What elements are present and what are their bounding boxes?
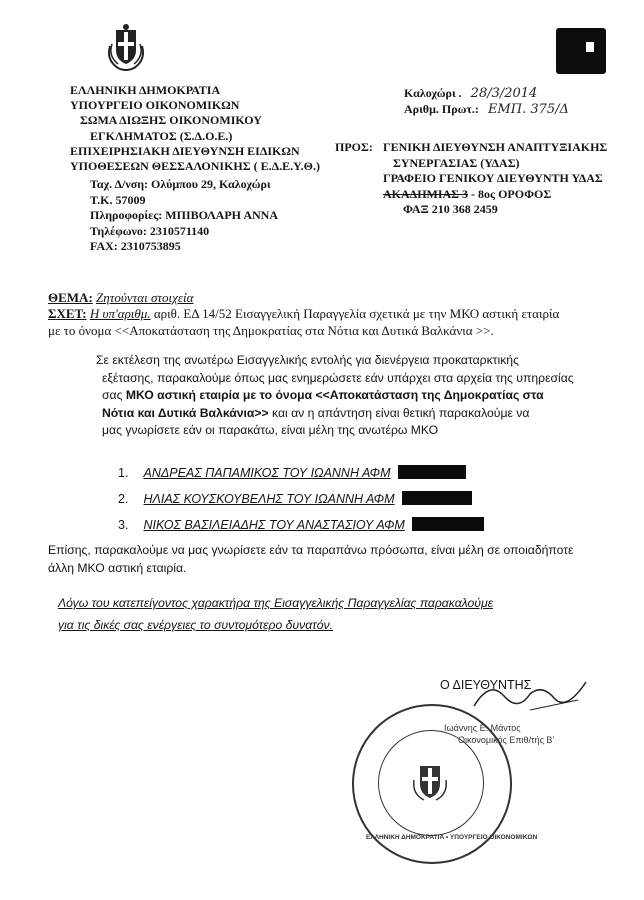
sender-line: ΥΠΟΘΕΣΕΩΝ ΘΕΣΣΑΛΟΝΙΚΗΣ ( Ε.Δ.Ε.Υ.Θ.) [70, 159, 321, 174]
place-label: Καλοχώρι . [404, 86, 462, 100]
signer-block [444, 722, 554, 746]
redaction-bar [398, 465, 466, 479]
urgency-line: Λόγω του κατεπείγοντος χαρακτήρα της Εισαγγελικής Παραγγελίας παρακαλούμε [58, 596, 493, 610]
redaction-bar [412, 517, 484, 531]
body-ngo-name: ΜΚΟ αστική εταιρία με το όνομα <<Αποκατάσταση της Δημοκρατίας στα [125, 388, 544, 402]
recipient-label: ΠΡΟΣ: [335, 140, 373, 154]
person-name: ΑΝΔΡΕΑΣ ΠΑΠΑΜΙΚΟΣ ΤΟΥ ΙΩΑΝΝΗ ΑΦΜ [143, 466, 391, 480]
body-line: μας γνωρίσετε εάν οι παρακάτω, είναι μέλη της ανωτέρω ΜΚΟ [102, 423, 439, 437]
reference-rest: αριθ. ΕΔ 14/52 Εισαγγελική Παραγγελία σχετικά με την ΜΚΟ αστική εταιρία [150, 306, 560, 321]
body-line: εξέτασης, παρακαλούμε όπως μας ενημερώσετε εάν υπάρχει στα αρχεία της υπηρεσίας [102, 370, 574, 385]
reference-label: ΣΧΕΤ: [48, 306, 87, 321]
recipient-address [383, 187, 607, 203]
sender-contact [90, 177, 278, 255]
reference-line-1 [48, 306, 559, 322]
sender-phone: Τηλέφωνο: 2310571140 [90, 223, 210, 238]
date-value: 28/3/2014 [470, 86, 538, 101]
subject-text: Ζητούνται στοιχεία [96, 290, 194, 305]
body-text: και αν η απάντηση είναι θετική παρακαλούμε να [268, 405, 530, 420]
recipient-line: ΓΕΝΙΚΗ ΔΙΕΥΘΥΝΣΗ ΑΝΑΠΤΥΞΙΑΚΗΣ [383, 140, 608, 154]
recipient-floor: - 8ος ΟΡΟΦΟΣ [471, 186, 552, 201]
body-line [96, 405, 574, 423]
sender-address: Ταχ. Δ/νση: Ολύμπου 29, Καλοχώρι [90, 177, 271, 191]
subject-line [48, 290, 193, 306]
list-item [118, 512, 484, 538]
redaction-bar [402, 491, 472, 505]
person-name: ΗΛΙΑΣ ΚΟΥΣΚΟΥΒΕΛΗΣ ΤΟΥ ΙΩΑΝΝΗ ΑΦΜ [143, 492, 395, 506]
urgency-paragraph [58, 592, 493, 636]
list-number: 3. [118, 518, 129, 532]
sender-postcode: Τ.Κ. 57009 [90, 192, 146, 207]
list-number: 1. [118, 466, 129, 480]
greek-emblem-icon [104, 22, 148, 72]
list-item [118, 460, 484, 486]
list-number: 2. [118, 492, 129, 506]
signer-name: Ιωάννης Ε. Μάντος [444, 723, 521, 733]
sender-line: ΥΠΟΥΡΓΕΙΟ ΟΙΚΟΝΟΜΙΚΩΝ [70, 98, 240, 113]
body-ngo-name-cont: Νότια και Δυτικά Βαλκάνια>> [102, 405, 269, 420]
handwritten-signature [470, 676, 590, 716]
also-line: άλλη ΜΚΟ αστική εταιρία. [48, 561, 187, 575]
signature-title: Ο ΔΙΕΥΘΥΝΤΗΣ [440, 678, 532, 692]
person-name: ΝΙΚΟΣ ΒΑΣΙΛΕΙΑΔΗΣ ΤΟΥ ΑΝΑΣΤΑΣΙΟΥ ΑΦΜ [143, 518, 405, 532]
body-line [96, 387, 574, 405]
body-paragraph [96, 352, 574, 440]
sender-block [70, 83, 320, 174]
recipient-block [383, 140, 607, 218]
recipient-line: ΓΡΑΦΕΙΟ ΓΕΝΙΚΟΥ ΔΙΕΥΘΥΝΤΗ ΥΔΑΣ [383, 171, 603, 185]
sender-line: ΣΩΜΑ ΔΙΩΞΗΣ ΟΙΚΟΝΟΜΙΚΟΥ [80, 113, 262, 128]
corner-mark [556, 28, 606, 74]
sender-line: ΕΓΚΛΗΜΑΤΟΣ (Σ.Δ.Ο.Ε.) [90, 128, 233, 143]
sender-fax: FAX: 2310753895 [90, 239, 181, 253]
recipient-line: ΣΥΝΕΡΓΑΣΙΑΣ (ΥΔΑΣ) [393, 155, 520, 170]
protocol-line [404, 102, 569, 117]
persons-list [118, 460, 484, 538]
body-line: Σε εκτέλεση της ανωτέρω Εισαγγελικής εντολής για διενέργεια προκαταρκτικής [96, 353, 519, 367]
stamp-ring-text: ΕΛΛΗΝΙΚΗ ΔΗΜΟΚΡΑΤΙΑ • ΥΠΟΥΡΓΕΙΟ ΟΙΚΟΝΟΜΙΚΩΝ [366, 834, 538, 841]
date-line [404, 86, 537, 101]
protocol-label: Αριθμ. Πρωτ.: [404, 102, 479, 116]
list-item [118, 486, 484, 512]
urgency-line: για τις δικές σας ενέργειες το συντομότερο δυνατόν. [58, 618, 333, 632]
protocol-value: ΕΜΠ. 375/Δ [487, 102, 569, 117]
sender-info: Πληροφορίες: ΜΠΙΒΟΛΑΡΗ ΑΝΝΑ [90, 208, 279, 222]
subject-label: ΘΕΜΑ: [48, 290, 93, 305]
sender-line: ΕΛΛΗΝΙΚΗ ΔΗΜΟΚΡΑΤΙΑ [70, 83, 221, 97]
also-line: Επίσης, παρακαλούμε να μας γνωρίσετε εάν τα παραπάνω πρόσωπα, είναι μέλη σε οποιαδήποτε [48, 543, 574, 557]
recipient-fax: ΦΑΞ 210 368 2459 [403, 202, 498, 216]
signer-title: Οικονομικός Επιθ/τής Β' [458, 735, 555, 745]
also-paragraph [48, 541, 573, 577]
reference-italic: Η υπ'αριθμ. [89, 306, 151, 321]
sender-line: ΕΠΙΧΕΙΡΗΣΙΑΚΗ ΔΙΕΥΘΥΝΣΗ ΕΙΔΙΚΩΝ [70, 143, 300, 158]
stamp-emblem-icon [410, 760, 450, 804]
recipient-address-struck: ΑΚΑΔΗΜΙΑΣ 3 [383, 186, 469, 201]
body-text: σας [102, 388, 126, 402]
reference-line-2: με το όνομα <<Αποκατάσταση της Δημοκρατίας στα Νότια και Δυτικά Βαλκάνια >>. [48, 323, 494, 338]
